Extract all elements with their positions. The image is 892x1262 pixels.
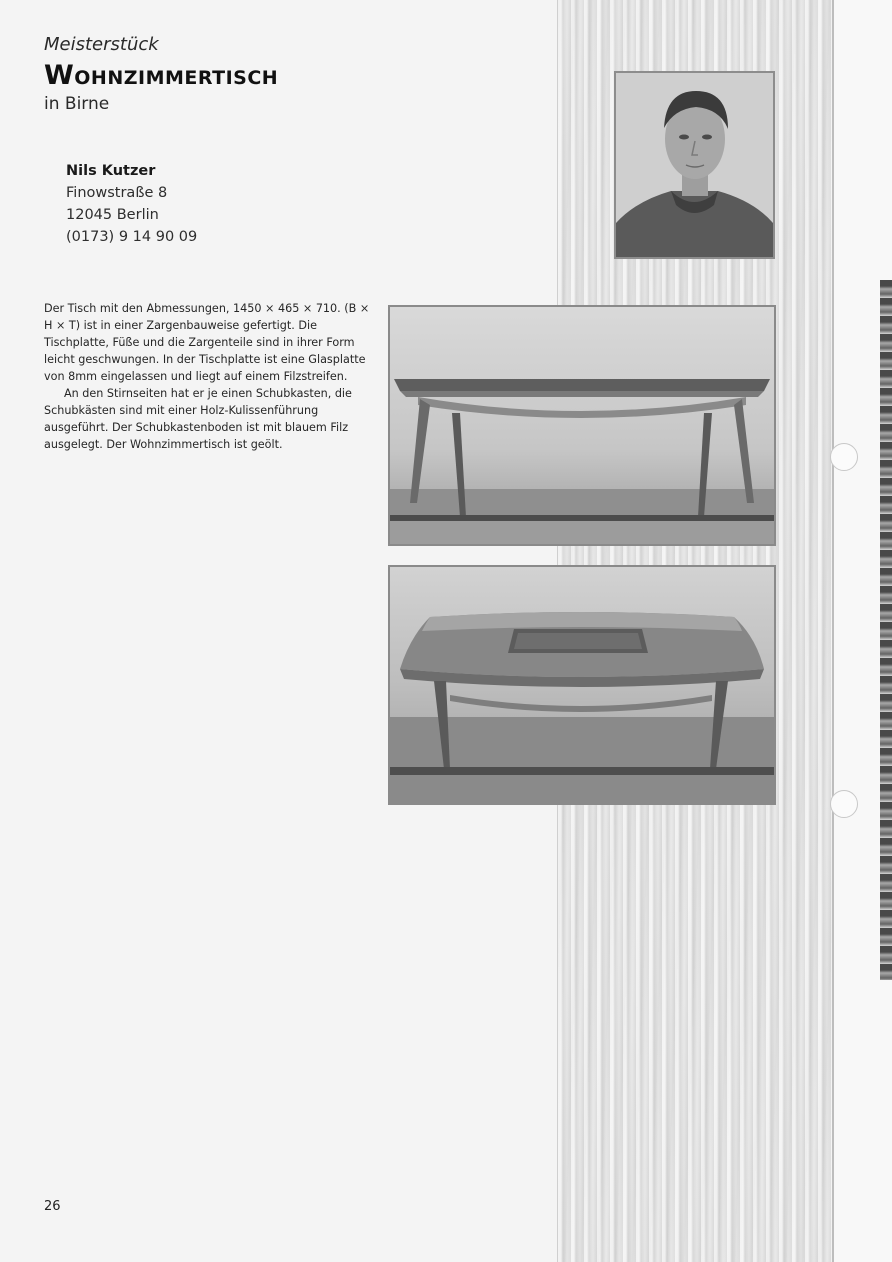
next-page-bleed bbox=[880, 280, 892, 980]
table-top-view-photo bbox=[388, 565, 776, 805]
contact-street: Finowstraße 8 bbox=[66, 185, 168, 201]
punch-hole-icon bbox=[830, 443, 858, 471]
page-title: Wohnzimmertisch bbox=[44, 60, 279, 91]
contact-name: Nils Kutzer bbox=[66, 163, 156, 179]
contact-city: 12045 Berlin bbox=[66, 207, 159, 223]
page-number: 26 bbox=[44, 1199, 61, 1214]
description-text bbox=[44, 300, 379, 453]
punch-hole-icon bbox=[830, 790, 858, 818]
contact-phone: (0173) 9 14 90 09 bbox=[66, 229, 198, 245]
contact-address bbox=[66, 160, 197, 248]
kicker-text: Meisterstück bbox=[44, 34, 159, 55]
table-front-view-photo bbox=[388, 305, 776, 546]
portrait-photo bbox=[614, 71, 775, 259]
material-subtitle: in Birne bbox=[44, 94, 110, 114]
description-paragraph: Der Tisch mit den Abmessungen, 1450 × 465 × 710. (B × H × T) ist in einer Zargenbauweise gefertigt. Die Tischplatte, Füße und die Zargenteile sind in ihrer Form leicht geschwungen. In der Tischplatte ist eine Glasplatte von 8mm eingelassen und liegt auf einem Filzstreifen. bbox=[44, 302, 370, 383]
description-paragraph: An den Stirnseiten hat er je einen Schubkasten, die Schubkästen sind mit einer Holz-Kulissenführung ausgeführt. Der Schubkastenboden ist mit blauem Filz ausgelegt. Der Wohnzimmertisch ist geölt. bbox=[44, 387, 352, 451]
title-block bbox=[44, 33, 278, 115]
